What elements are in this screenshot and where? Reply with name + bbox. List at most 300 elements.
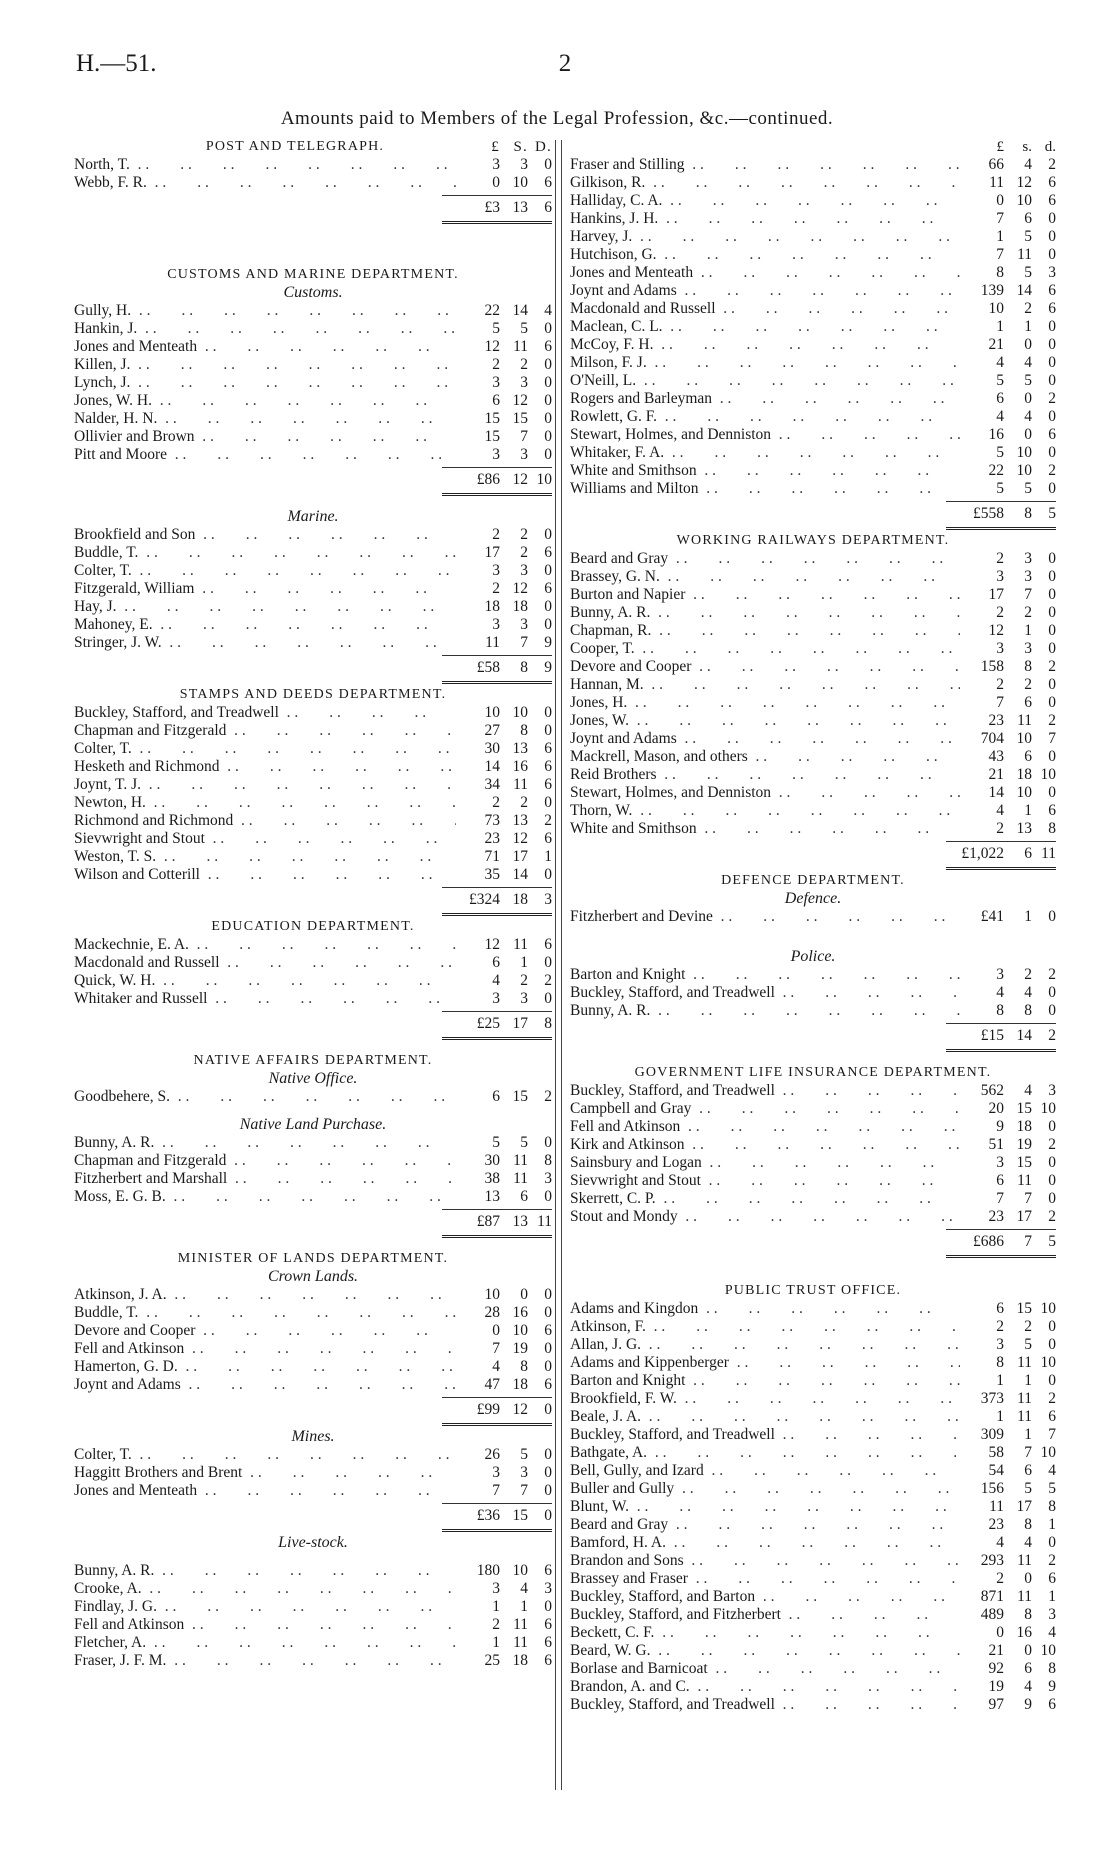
shillings: 15 bbox=[1016, 1154, 1032, 1171]
amount bbox=[960, 984, 1056, 1002]
payee-name: Rowlett, G. F. . . bbox=[570, 408, 960, 426]
shillings: 11 bbox=[1017, 1552, 1032, 1569]
pence: 0 bbox=[1048, 1190, 1056, 1207]
table-row bbox=[570, 1498, 1056, 1516]
shillings: 2 bbox=[520, 794, 528, 811]
pounds: 92 bbox=[988, 1660, 1004, 1677]
shillings: 2 bbox=[1024, 604, 1032, 621]
amount bbox=[456, 392, 552, 410]
pounds: 16 bbox=[988, 426, 1004, 443]
total-amount bbox=[442, 1011, 552, 1040]
pounds: 1 bbox=[492, 1634, 500, 1651]
pence: 0 bbox=[544, 704, 552, 721]
table-row bbox=[570, 1696, 1056, 1714]
amount bbox=[456, 634, 552, 652]
pence: 2 bbox=[1048, 390, 1056, 407]
payee-name: Crooke, A. . . bbox=[74, 1580, 456, 1598]
amount bbox=[456, 1152, 552, 1170]
total-pence: 6 bbox=[544, 198, 552, 216]
shillings: 13 bbox=[1016, 820, 1032, 837]
pence: 0 bbox=[1048, 604, 1056, 621]
table-row bbox=[570, 1660, 1056, 1678]
payee-name: Quick, W. H. . . bbox=[74, 972, 456, 990]
section-total bbox=[74, 1206, 552, 1240]
table-row bbox=[74, 1340, 552, 1358]
pounds: £41 bbox=[980, 908, 1004, 925]
table-row bbox=[570, 766, 1056, 784]
pounds: 47 bbox=[484, 1376, 500, 1393]
pounds: 5 bbox=[492, 1134, 500, 1151]
shillings: 12 bbox=[512, 830, 528, 847]
total-shillings: 8 bbox=[1024, 504, 1032, 522]
amount bbox=[960, 1300, 1056, 1318]
pounds: 1 bbox=[996, 228, 1004, 245]
shillings: 5 bbox=[1024, 480, 1032, 497]
payee-name: Chapman, R. . . bbox=[570, 622, 960, 640]
pence: 0 bbox=[1048, 444, 1056, 461]
amount bbox=[456, 526, 552, 544]
table-row bbox=[570, 1678, 1056, 1696]
pence: 0 bbox=[1048, 246, 1056, 263]
shillings: 14 bbox=[1016, 282, 1032, 299]
table-row bbox=[74, 1322, 552, 1340]
table-row bbox=[74, 338, 552, 356]
pounds: 0 bbox=[996, 1624, 1004, 1641]
pence: 6 bbox=[544, 580, 552, 597]
payee-name: Stewart, Holmes, and Denniston . . bbox=[570, 784, 960, 802]
pounds: 23 bbox=[988, 1516, 1004, 1533]
payee-name: Ollivier and Brown . . bbox=[74, 428, 456, 446]
pounds: 4 bbox=[492, 1358, 500, 1375]
pounds: 11 bbox=[989, 174, 1004, 191]
table-row bbox=[74, 990, 552, 1008]
pounds: 6 bbox=[996, 1300, 1004, 1317]
payee-name: Barton and Knight . . bbox=[570, 1372, 960, 1390]
table-row bbox=[74, 1482, 552, 1500]
table-row bbox=[570, 676, 1056, 694]
shillings: 11 bbox=[1017, 712, 1032, 729]
table-row bbox=[570, 802, 1056, 820]
shillings: 1 bbox=[1024, 1372, 1032, 1389]
payee-name: Hesketh and Richmond . . bbox=[74, 758, 456, 776]
amount bbox=[960, 300, 1056, 318]
amount bbox=[960, 1354, 1056, 1372]
total-pounds: £324 bbox=[469, 890, 500, 908]
payee-name: Findlay, J. G. . . bbox=[74, 1598, 456, 1616]
shillings: 2 bbox=[520, 356, 528, 373]
section-total bbox=[74, 652, 552, 686]
payee-name: Joynt and Adams . . bbox=[74, 1376, 456, 1394]
pounds: 7 bbox=[492, 1482, 500, 1499]
pence: 0 bbox=[544, 156, 552, 173]
pounds: 2 bbox=[996, 676, 1004, 693]
shillings: 16 bbox=[512, 1304, 528, 1321]
pence: 6 bbox=[1048, 426, 1056, 443]
amount bbox=[960, 1552, 1056, 1570]
pounds: 3 bbox=[996, 1336, 1004, 1353]
pence: 0 bbox=[1048, 984, 1056, 1001]
shillings: 10 bbox=[512, 174, 528, 191]
total-shillings: 12 bbox=[512, 1400, 528, 1418]
table-row bbox=[570, 820, 1056, 838]
pence: 6 bbox=[544, 1376, 552, 1393]
payee-name: Jones, W. . . bbox=[570, 712, 960, 730]
pence: 0 bbox=[544, 1340, 552, 1357]
total-shillings: 17 bbox=[512, 1014, 528, 1032]
pence: 6 bbox=[544, 1322, 552, 1339]
payee-name: Brandon and Sons . . bbox=[570, 1552, 960, 1570]
table-row bbox=[570, 1372, 1056, 1390]
table-row bbox=[570, 1082, 1056, 1100]
shillings: 7 bbox=[520, 634, 528, 651]
section-total bbox=[570, 498, 1056, 532]
amount bbox=[960, 390, 1056, 408]
pounds: 2 bbox=[996, 1570, 1004, 1587]
payee-name: Haggitt Brothers and Brent . . bbox=[74, 1464, 456, 1482]
pounds: 11 bbox=[485, 634, 500, 651]
pounds: 3 bbox=[492, 562, 500, 579]
amount bbox=[960, 640, 1056, 658]
pounds: 139 bbox=[980, 282, 1004, 299]
payee-name: Newton, H. . . bbox=[74, 794, 456, 812]
table-row bbox=[570, 1154, 1056, 1172]
amount bbox=[960, 802, 1056, 820]
table-row bbox=[570, 282, 1056, 300]
shillings: 17 bbox=[512, 848, 528, 865]
payee-name: Hannan, M. . . bbox=[570, 676, 960, 694]
table-row bbox=[74, 446, 552, 464]
payee-name: Goodbehere, S. . . bbox=[74, 1088, 456, 1106]
total-shillings: 18 bbox=[512, 890, 528, 908]
section-total bbox=[74, 1394, 552, 1428]
amount bbox=[960, 1588, 1056, 1606]
total-amount bbox=[946, 501, 1056, 530]
pounds: 21 bbox=[988, 336, 1004, 353]
pence: 2 bbox=[1048, 658, 1056, 675]
amount bbox=[456, 1634, 552, 1652]
shillings: 15 bbox=[1016, 1300, 1032, 1317]
pence: 0 bbox=[1048, 1172, 1056, 1189]
payee-name: Milson, F. J. . . bbox=[570, 354, 960, 372]
table-row bbox=[570, 1318, 1056, 1336]
shillings: 17 bbox=[1016, 1208, 1032, 1225]
payee-name: Adams and Kippenberger . . bbox=[570, 1354, 960, 1372]
shillings: 2 bbox=[520, 544, 528, 561]
total-shillings: 12 bbox=[512, 470, 528, 488]
pounds: 7 bbox=[996, 246, 1004, 263]
spacer bbox=[74, 1042, 552, 1052]
amount bbox=[960, 730, 1056, 748]
table-row bbox=[74, 1152, 552, 1170]
table-row bbox=[74, 1634, 552, 1652]
shillings: 1 bbox=[1024, 908, 1032, 925]
shillings: 5 bbox=[520, 1134, 528, 1151]
pence: 2 bbox=[1048, 462, 1056, 479]
pence: 4 bbox=[544, 302, 552, 319]
shillings: 3 bbox=[1024, 568, 1032, 585]
pence: 6 bbox=[544, 544, 552, 561]
pounds: 5 bbox=[996, 480, 1004, 497]
pence: 0 bbox=[544, 392, 552, 409]
table-row bbox=[570, 586, 1056, 604]
pence: 6 bbox=[544, 1562, 552, 1579]
pounds: 43 bbox=[988, 748, 1004, 765]
table-row bbox=[74, 580, 552, 598]
pence: 0 bbox=[544, 954, 552, 971]
total-pence: 3 bbox=[544, 890, 552, 908]
payee-name: Buddle, T. . . bbox=[74, 1304, 456, 1322]
total-pence: 2 bbox=[1048, 1026, 1056, 1044]
pence: 6 bbox=[1048, 802, 1056, 819]
shillings: 18 bbox=[1016, 766, 1032, 783]
amount bbox=[456, 722, 552, 740]
pence: 0 bbox=[1048, 318, 1056, 335]
amount bbox=[456, 1598, 552, 1616]
total-shillings: 13 bbox=[512, 198, 528, 216]
amount bbox=[960, 1678, 1056, 1696]
shillings: 1 bbox=[1024, 318, 1032, 335]
table-row bbox=[74, 634, 552, 652]
table-row bbox=[74, 1376, 552, 1394]
pence: 10 bbox=[1040, 766, 1056, 783]
pence: 8 bbox=[1048, 820, 1056, 837]
table-row bbox=[570, 1354, 1056, 1372]
pence: 6 bbox=[544, 740, 552, 757]
amount bbox=[960, 1462, 1056, 1480]
payee-name: Joynt and Adams . . bbox=[570, 282, 960, 300]
pounds: 30 bbox=[484, 740, 500, 757]
amount bbox=[960, 604, 1056, 622]
amount bbox=[960, 748, 1056, 766]
shillings: 12 bbox=[512, 392, 528, 409]
table-row bbox=[570, 336, 1056, 354]
section-heading: NATIVE AFFAIRS DEPARTMENT. bbox=[193, 1053, 433, 1068]
pence: 2 bbox=[544, 972, 552, 989]
section-total bbox=[74, 1500, 552, 1534]
pounds: 180 bbox=[476, 1562, 500, 1579]
pence: 0 bbox=[1048, 210, 1056, 227]
payee-name: Stout and Mondy . . bbox=[570, 1208, 960, 1226]
pounds: 156 bbox=[980, 1480, 1004, 1497]
spacer bbox=[570, 926, 1056, 948]
pence: 0 bbox=[544, 794, 552, 811]
table-row bbox=[570, 444, 1056, 462]
pounds: 54 bbox=[988, 1462, 1004, 1479]
shillings: 11 bbox=[1017, 1588, 1032, 1605]
table-row bbox=[570, 730, 1056, 748]
shillings: 14 bbox=[512, 866, 528, 883]
table-row bbox=[74, 1580, 552, 1598]
pounds: 489 bbox=[980, 1606, 1004, 1623]
pence: 6 bbox=[544, 758, 552, 775]
payee-name: Weston, T. S. . . bbox=[74, 848, 456, 866]
pence: 8 bbox=[1048, 1660, 1056, 1677]
amount bbox=[960, 1480, 1056, 1498]
pence: 0 bbox=[544, 562, 552, 579]
table-row bbox=[74, 410, 552, 428]
shillings: 11 bbox=[1017, 246, 1032, 263]
pence: 6 bbox=[544, 936, 552, 953]
total-pence: 11 bbox=[537, 1212, 552, 1230]
pounds: 2 bbox=[996, 550, 1004, 567]
payee-name: Burton and Napier . . bbox=[570, 586, 960, 604]
payee-name: Beard and Gray . . bbox=[570, 550, 960, 568]
amount bbox=[456, 740, 552, 758]
pence: 5 bbox=[1048, 1480, 1056, 1497]
pounds: 13 bbox=[484, 1188, 500, 1205]
total-amount bbox=[442, 1503, 552, 1532]
shillings: 11 bbox=[1017, 1172, 1032, 1189]
amount bbox=[960, 156, 1056, 174]
pounds: 9 bbox=[996, 1118, 1004, 1135]
table-row bbox=[570, 712, 1056, 730]
right-column bbox=[570, 138, 1056, 1714]
shillings: 10 bbox=[512, 1322, 528, 1339]
amount bbox=[960, 354, 1056, 372]
pence: 0 bbox=[544, 446, 552, 463]
payee-name: Beckett, C. F. . . bbox=[570, 1624, 960, 1642]
table-row bbox=[570, 264, 1056, 282]
pence: 3 bbox=[544, 1580, 552, 1597]
page-title: Amounts paid to Members of the Legal Profession, &c.—continued. bbox=[280, 108, 834, 129]
table-row bbox=[74, 156, 552, 174]
shillings: 10 bbox=[512, 704, 528, 721]
payee-name: Allan, J. G. . . bbox=[570, 1336, 960, 1354]
payee-name: Fraser, J. F. M. . . bbox=[74, 1652, 456, 1670]
amount bbox=[960, 246, 1056, 264]
pence: 0 bbox=[1048, 640, 1056, 657]
amount bbox=[456, 1304, 552, 1322]
amount bbox=[456, 1482, 552, 1500]
pence: 0 bbox=[1048, 1372, 1056, 1389]
pence: 0 bbox=[1048, 336, 1056, 353]
section-heading: POST AND TELEGRAPH. bbox=[205, 139, 385, 154]
table-row bbox=[570, 1208, 1056, 1226]
amount bbox=[456, 1088, 552, 1106]
total-amount bbox=[442, 467, 552, 496]
table-row bbox=[570, 1100, 1056, 1118]
payee-name: Jones and Menteath . . bbox=[74, 1482, 456, 1500]
payee-name: Killen, J. . . bbox=[74, 356, 456, 374]
total-pounds: £87 bbox=[476, 1212, 500, 1230]
table-row bbox=[570, 784, 1056, 802]
shillings: 11 bbox=[513, 1170, 528, 1187]
table-row bbox=[570, 462, 1056, 480]
shillings: 7 bbox=[1024, 1444, 1032, 1461]
pounds: 3 bbox=[996, 640, 1004, 657]
amount bbox=[456, 356, 552, 374]
shillings: 17 bbox=[1016, 1498, 1032, 1515]
amount bbox=[960, 174, 1056, 192]
pence: 7 bbox=[1048, 730, 1056, 747]
payee-name: Gully, H. . . bbox=[74, 302, 456, 320]
amount bbox=[456, 866, 552, 884]
column-divider bbox=[555, 140, 562, 1790]
pounds: 22 bbox=[988, 462, 1004, 479]
total-pounds: £686 bbox=[973, 1232, 1004, 1250]
pounds: 3 bbox=[492, 156, 500, 173]
pounds: 2 bbox=[996, 1318, 1004, 1335]
subsection-heading: Native Land Purchase. bbox=[239, 1116, 387, 1133]
total-pence: 8 bbox=[544, 1014, 552, 1032]
shillings: 4 bbox=[1024, 1678, 1032, 1695]
payee-name: Chapman and Fitzgerald . . bbox=[74, 722, 456, 740]
pence: 3 bbox=[544, 1170, 552, 1187]
pounds: 3 bbox=[492, 374, 500, 391]
currency-head-s: S. bbox=[513, 139, 528, 155]
subsection-heading: Customs. bbox=[283, 284, 343, 301]
payee-name: Beale, J. A. . . bbox=[570, 1408, 960, 1426]
table-row bbox=[74, 1134, 552, 1152]
pence: 6 bbox=[544, 1616, 552, 1633]
section-heading-post bbox=[74, 138, 552, 156]
table-row bbox=[74, 1304, 552, 1322]
pence: 10 bbox=[1040, 1642, 1056, 1659]
total-pounds: £86 bbox=[476, 470, 500, 488]
table-row bbox=[570, 1552, 1056, 1570]
pence: 0 bbox=[544, 1188, 552, 1205]
pounds: 30 bbox=[484, 1152, 500, 1169]
pounds: 7 bbox=[996, 1190, 1004, 1207]
shillings: 15 bbox=[512, 1088, 528, 1105]
pence: 0 bbox=[544, 356, 552, 373]
spacer bbox=[570, 1054, 1056, 1064]
amount bbox=[456, 544, 552, 562]
payee-name: Beard, W. G. . . bbox=[570, 1642, 960, 1660]
pence: 10 bbox=[1040, 1300, 1056, 1317]
table-row bbox=[570, 1426, 1056, 1444]
pounds: 6 bbox=[492, 954, 500, 971]
pence: 0 bbox=[544, 320, 552, 337]
pounds: 17 bbox=[484, 544, 500, 561]
amount bbox=[960, 1118, 1056, 1136]
table-row bbox=[74, 320, 552, 338]
shillings: 18 bbox=[512, 1652, 528, 1669]
amount bbox=[456, 794, 552, 812]
currency-head-d: D. bbox=[535, 139, 552, 155]
shillings: 11 bbox=[513, 1152, 528, 1169]
pence: 0 bbox=[544, 526, 552, 543]
pence: 4 bbox=[1048, 1462, 1056, 1479]
pence: 0 bbox=[1048, 372, 1056, 389]
pounds: 0 bbox=[492, 174, 500, 191]
pence: 6 bbox=[544, 1634, 552, 1651]
pence: 10 bbox=[1040, 1100, 1056, 1117]
amount bbox=[960, 676, 1056, 694]
pence: 6 bbox=[1048, 1408, 1056, 1425]
table-row bbox=[570, 908, 1056, 926]
payee-name: Fitzherbert and Devine . . bbox=[570, 908, 960, 926]
shillings: 13 bbox=[512, 812, 528, 829]
spacer bbox=[74, 1552, 552, 1562]
table-row bbox=[570, 246, 1056, 264]
amount bbox=[456, 758, 552, 776]
payee-name: Mahoney, E. . . bbox=[74, 616, 456, 634]
amount bbox=[456, 1376, 552, 1394]
shillings: 4 bbox=[1024, 1082, 1032, 1099]
amount bbox=[456, 1134, 552, 1152]
table-row bbox=[74, 1562, 552, 1580]
subsection-heading: Marine. bbox=[287, 508, 339, 525]
pounds: 8 bbox=[996, 1002, 1004, 1019]
amount bbox=[960, 1606, 1056, 1624]
shillings: 15 bbox=[512, 410, 528, 427]
amount bbox=[960, 1642, 1056, 1660]
table-row bbox=[570, 390, 1056, 408]
table-row bbox=[570, 1190, 1056, 1208]
pounds: 18 bbox=[484, 598, 500, 615]
subsection-heading: Police. bbox=[790, 948, 836, 965]
